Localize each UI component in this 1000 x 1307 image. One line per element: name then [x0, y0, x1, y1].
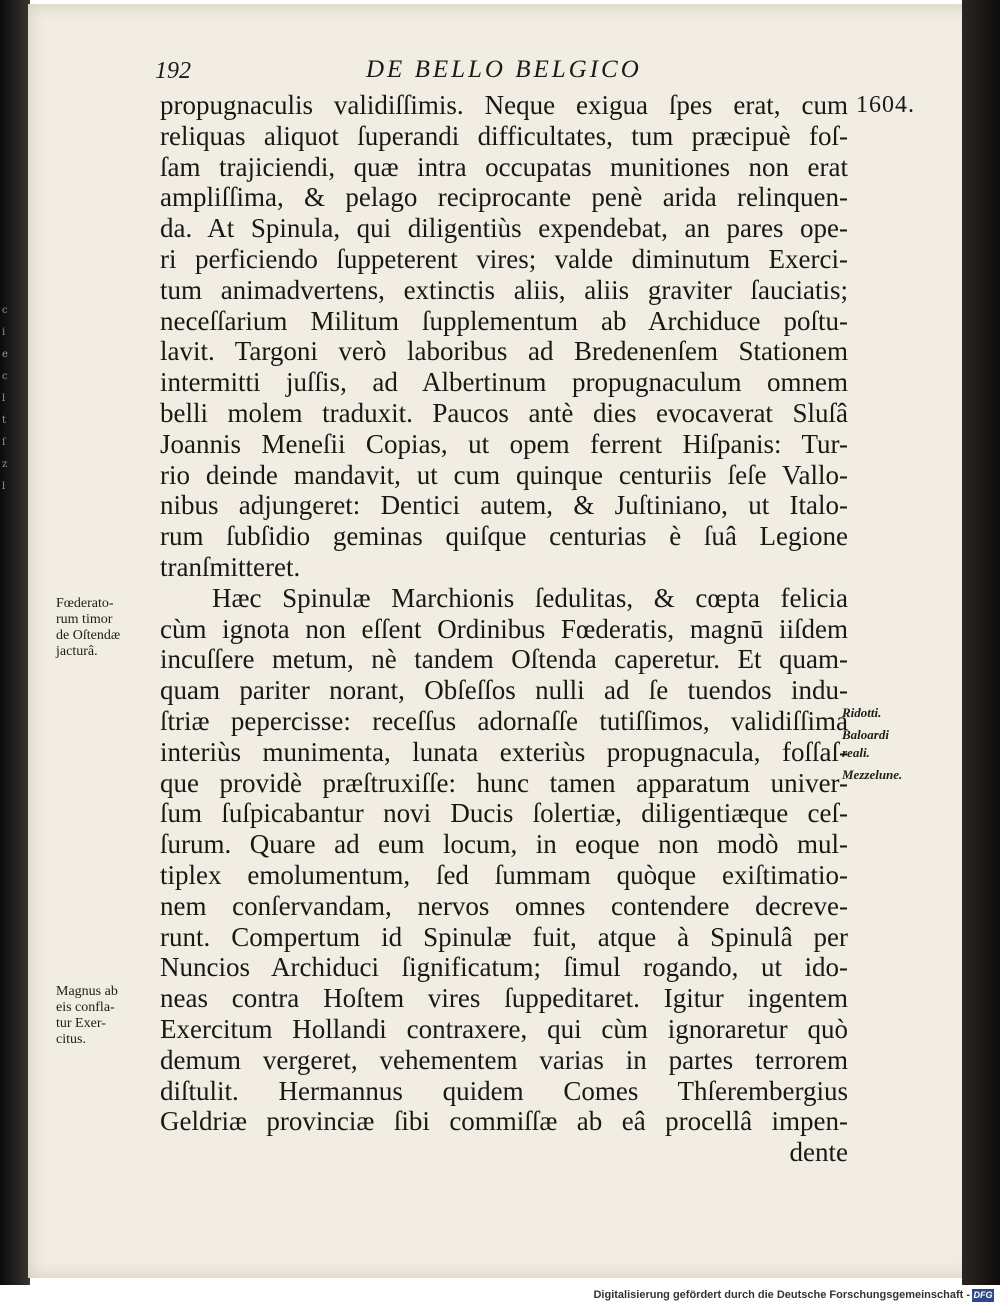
text-line: da. At Spinula, qui diligentiùs expendebat, an pares ope- — [160, 213, 848, 244]
main-text-block — [160, 90, 848, 1168]
text-line: dente — [789, 1137, 848, 1168]
text-line: propugnaculis validiſſimis. Neque exigua ſpes erat, cum — [160, 90, 848, 120]
margin-note-line: Magnus ab — [56, 984, 118, 999]
text-line: interiùs munimenta, lunata exteriùs propugnacula, foſſaſ- — [160, 736, 848, 767]
edge-fragment: l — [2, 393, 6, 404]
text-line: Geldriæ provinciæ ſibi commiſſæ ab eâ procellâ impen- — [160, 1106, 848, 1137]
facing-page-edge — [2, 300, 28, 800]
margin-note-line: reali. — [842, 745, 870, 760]
footer-bar — [0, 1285, 1000, 1307]
margin-note-right-1 — [842, 704, 942, 722]
text-line: ſtriæ pepercisse: receſſus adornaſſe tutiſſimos, validiſſima — [160, 705, 848, 736]
text-line: rum ſubſidio geminas quiſque centurias è ſuâ Legione — [160, 521, 848, 552]
margin-note-line: Ridotti. — [842, 705, 882, 720]
text-line: rio deinde mandavit, ut cum quinque centuriis ſeſe Vallo- — [160, 459, 848, 490]
text-line: Exercitum Hollandi contraxere, qui cùm ignoraretur quò — [160, 1013, 848, 1044]
edge-fragment: t — [2, 415, 7, 426]
margin-note-line: citus. — [56, 1032, 86, 1047]
edge-fragment: l — [2, 481, 6, 492]
text-line: lavit. Targoni verò laboribus ad Bredenenſem Stationem — [160, 336, 848, 367]
text-line: intermitti juſſis, ad Albertinum propugnaculum omnem — [160, 367, 848, 398]
text-line: ri perficiendo ſuppeterent vires; valde diminutum Exerci- — [160, 243, 848, 274]
text-line: Hæc Spinulæ Marchionis ſedulitas, & cœpta felicia — [212, 582, 848, 613]
margin-note-line: tur Exer- — [56, 1016, 106, 1031]
margin-note-line: de Oſtendæ — [56, 628, 121, 643]
edge-fragment: z — [2, 459, 8, 470]
edge-fragment: ſ — [2, 437, 6, 448]
text-line: demum vergeret, vehementem varias in partes terrorem — [160, 1044, 848, 1075]
text-line: nibus adjungeret: Dentici autem, & Juſtiniano, ut Italo- — [160, 490, 848, 521]
margin-note-line: jacturâ. — [56, 644, 98, 659]
text-line: Nuncios Archiduci ſignificatum; ſimul rogando, ut ido- — [160, 952, 848, 983]
margin-note-line: rum timor — [56, 612, 113, 627]
margin-note-right-2 — [842, 726, 942, 762]
funding-notice: Digitalisierung gefördert durch die Deutsche Forschungsgemeinschaft - — [593, 1289, 970, 1301]
text-line: tum animadvertens, extinctis aliis, aliis graviter ſauciatis; — [160, 274, 848, 305]
text-line: ſum ſuſpicabantur novi Ducis ſolertiæ, diligentiæque ceſ- — [160, 798, 848, 829]
margin-note-line: Mezzelune. — [842, 767, 903, 782]
text-line: neas contra Hoſtem vires ſuppeditaret. Igitur ingentem — [160, 983, 848, 1014]
margin-note-right-3 — [842, 766, 942, 784]
text-line: tiplex emolumentum, ſed ſummam quòque exiſtimatio- — [160, 859, 848, 890]
edge-fragment: i — [2, 327, 6, 338]
text-line: ſam trajiciendi, quæ intra occupatas munitiones non erat — [160, 151, 848, 182]
text-line: quam pariter norant, Obſeſſos nulli ad ſe tuendos indu- — [160, 675, 848, 706]
text-line: neceſſarium Militum ſupplementum ab Archiduce poſtu- — [160, 305, 848, 336]
margin-note-left-1 — [56, 596, 156, 660]
margin-note-line: Baloardi — [842, 727, 889, 742]
dfg-logo: DFG — [973, 1290, 993, 1300]
text-line: que providè præſtruxiſſe: hunc tamen apparatum univer- — [160, 767, 848, 798]
text-line: ampliſſima, & pelago reciprocante penè arida relinquen- — [160, 182, 848, 213]
margin-note-line: Fœderato- — [56, 596, 114, 611]
text-line: nem conſervandam, nervos omnes contendere decreve- — [160, 890, 848, 921]
text-line: cùm ignota non eſſent Ordinibus Fœderatis, magnū iiſdem — [160, 613, 848, 644]
text-line: ſurum. Quare ad eum locum, in eoque non modò mul- — [160, 829, 848, 860]
text-line: Joannis Meneſii Copias, ut opem ferrent Hiſpanis: Tur- — [160, 428, 848, 459]
text-line: runt. Compertum id Spinulæ fuit, atque à Spinulâ per — [160, 921, 848, 952]
margin-year: 1604. — [856, 92, 915, 118]
page-header — [0, 56, 1000, 92]
margin-note-line: eis confla- — [56, 1000, 115, 1015]
edge-fragment: e — [2, 349, 8, 360]
running-title: DE BELLO BELGICO — [366, 56, 642, 83]
text-line: reliquas aliquot ſuperandi difficultates, tum præcipuè foſ- — [160, 120, 848, 151]
margin-note-left-2 — [56, 984, 156, 1048]
text-line: tranſmitteret. — [160, 551, 301, 582]
text-line: diſtulit. Hermannus quidem Comes Thſerembergius — [160, 1075, 848, 1106]
text-line: incuſſere metum, nè tandem Oſtenda caperetur. Et quam- — [160, 644, 848, 675]
text-line: belli molem traduxit. Paucos antè dies evocaverat Sluſâ — [160, 397, 848, 428]
edge-fragment: c — [2, 371, 8, 382]
binding-shadow-right — [962, 0, 1000, 1285]
page-number: 192 — [155, 58, 191, 84]
edge-fragment: c — [2, 305, 8, 316]
